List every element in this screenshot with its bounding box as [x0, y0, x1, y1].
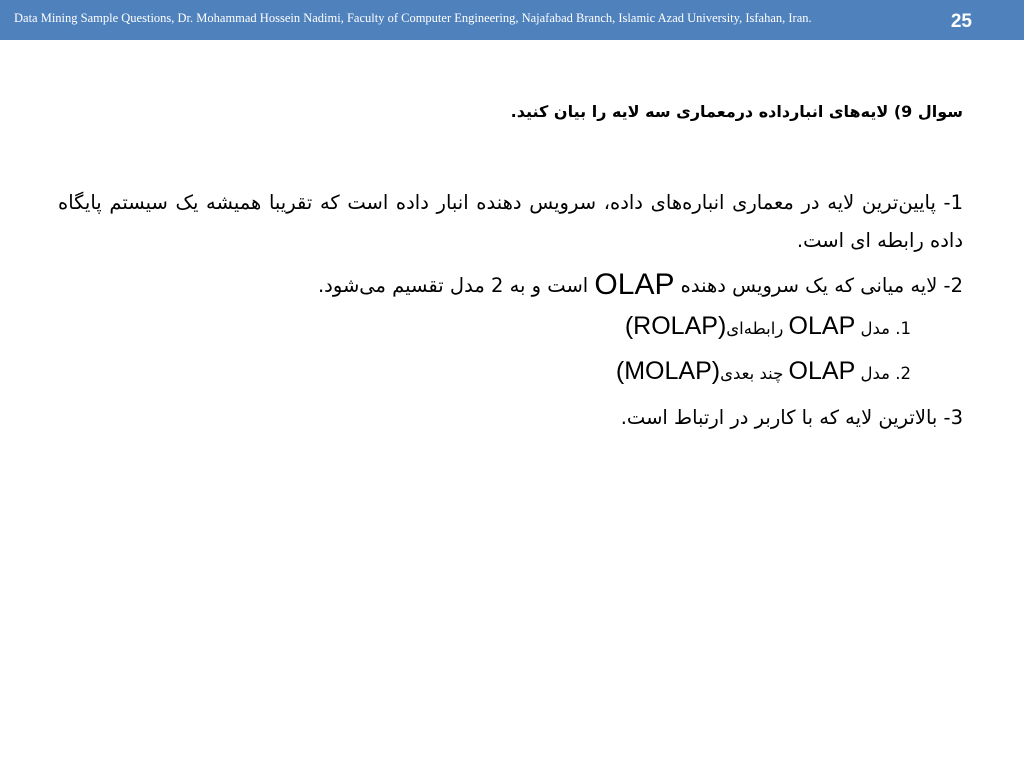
- page-number: 25: [950, 11, 972, 32]
- olap-model-item: [58, 350, 911, 395]
- sub-item-abbr: (MOLAP): [615, 357, 721, 385]
- answer-item-3: 3- بالاترین لایه که با کاربر در ارتباط است.: [620, 406, 963, 429]
- sub-item-number: 1.: [895, 319, 911, 338]
- sub-item-model: مدل: [860, 364, 890, 383]
- sub-item-model: مدل: [860, 319, 890, 338]
- answer-item-1: 1- پایین‌ترین لایه در معماری انباره‌های داده، سرویس دهنده انبار داده است که تقریبا همیشه یک سیستم پایگاه داده رابطه ای است.: [58, 191, 963, 252]
- answer-body: [58, 184, 963, 437]
- sub-item-abbr: (ROLAP): [624, 312, 727, 340]
- sub-item-olap: OLAP: [788, 312, 856, 340]
- sub-item-number: 2.: [895, 364, 911, 383]
- answer-item-2-text: 2- لایه میانی که یک سرویس دهنده: [680, 274, 963, 297]
- sub-item-kind: چند بعدی: [720, 364, 784, 383]
- question-title: سوال 9) لایه‌های انبارداده درمعماری سه لایه را بیان کنید.: [510, 102, 963, 121]
- answer-item-2-rest: است و به 2 مدل تقسیم می‌شود.: [317, 274, 589, 297]
- answer-item-2: [58, 266, 963, 305]
- sub-item-kind: رابطه‌ای: [726, 319, 784, 338]
- header-bar: [0, 0, 1024, 40]
- header-text: Data Mining Sample Questions, Dr. Mohammad Hossein Nadimi, Faculty of Computer Engineering, Najafabad Branch, Islamic Azad University, Isfahan, Iran.: [14, 11, 812, 25]
- sub-item-olap: OLAP: [788, 357, 856, 385]
- olap-model-item: [58, 305, 911, 350]
- olap-model-list: [58, 305, 963, 395]
- olap-term: OLAP: [594, 268, 675, 301]
